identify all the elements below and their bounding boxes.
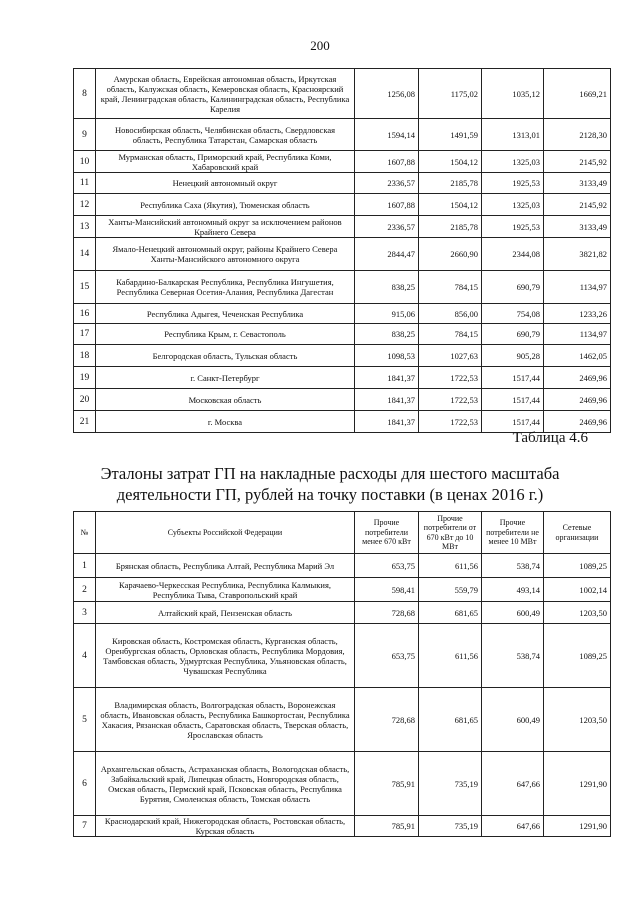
row-number: 11 [74, 173, 96, 194]
region-name: Краснодарский край, Нижегородская область, Ростовская область, Курская область [96, 816, 355, 837]
value-cell: 681,65 [419, 688, 482, 752]
row-number: 2 [74, 578, 96, 602]
region-name: Новосибирская область, Челябинская область, Свердловская область, Республика Татарстан, Самарская область [96, 119, 355, 151]
value-cell: 1925,53 [482, 216, 544, 238]
table-caption: Эталоны затрат ГП на накладные расходы для шестого масштаба деятельности ГП, рублей на точку поставки (в ценах 2016 г.) [100, 464, 560, 504]
row-number: 1 [74, 554, 96, 578]
value-cell: 1841,37 [355, 389, 419, 411]
value-cell: 905,28 [482, 345, 544, 367]
value-cell: 1841,37 [355, 411, 419, 433]
value-cell: 611,56 [419, 554, 482, 578]
value-cell: 915,06 [355, 304, 419, 324]
value-cell: 785,91 [355, 752, 419, 816]
value-cell: 1035,12 [482, 69, 544, 119]
region-name: Белгородская область, Тульская область [96, 345, 355, 367]
value-cell: 690,79 [482, 324, 544, 345]
value-cell: 1291,90 [544, 816, 611, 837]
value-cell: 2145,92 [544, 151, 611, 173]
value-cell: 2336,57 [355, 216, 419, 238]
region-name: Брянская область, Республика Алтай, Республика Марий Эл [96, 554, 355, 578]
row-number: 8 [74, 69, 96, 119]
value-cell: 1233,26 [544, 304, 611, 324]
header-cell: Прочие потребители от 670 кВт до 10 МВт [419, 512, 482, 554]
region-name: Алтайский край, Пензенская область [96, 602, 355, 624]
value-cell: 1517,44 [482, 367, 544, 389]
region-name: Владимирская область, Волгоградская область, Воронежская область, Ивановская область, Республика Башкортостан, Республика Хакасия, Рязанская область, Саратовская область, Тверская область, Ярославская область [96, 688, 355, 752]
value-cell: 784,15 [419, 271, 482, 304]
table-row [74, 324, 611, 345]
continued-table [73, 68, 611, 433]
value-cell: 690,79 [482, 271, 544, 304]
value-cell: 2128,30 [544, 119, 611, 151]
region-name: Республика Крым, г. Севастополь [96, 324, 355, 345]
region-name: г. Москва [96, 411, 355, 433]
value-cell: 838,25 [355, 324, 419, 345]
table-row [74, 238, 611, 271]
row-number: 6 [74, 752, 96, 816]
region-name: Кабардино-Балкарская Республика, Республика Ингушетия, Республика Северная Осетия-Алания, Республика Дагестан [96, 271, 355, 304]
table-row [74, 271, 611, 304]
row-number: 15 [74, 271, 96, 304]
value-cell: 1089,25 [544, 624, 611, 688]
value-cell: 681,65 [419, 602, 482, 624]
value-cell: 1722,53 [419, 411, 482, 433]
value-cell: 1313,01 [482, 119, 544, 151]
header-cell: Субъекты Российской Федерации [96, 512, 355, 554]
region-name: Кировская область, Костромская область, Курганская область, Оренбургская область, Орловская область, Республика Мордовия, Тамбовская область, Удмуртская Республика, Ульяновская область, Чувашская Республика [96, 624, 355, 688]
table-row [74, 624, 611, 688]
value-cell: 600,49 [482, 602, 544, 624]
value-cell: 1504,12 [419, 194, 482, 216]
region-name: Амурская область, Еврейская автономная область, Иркутская область, Калужская область, Кемеровская область, Красноярский край, Ленинградская область, Калининградская область, Республика Карелия [96, 69, 355, 119]
table-row [74, 602, 611, 624]
region-name: Мурманская область, Приморский край, Республика Коми, Хабаровский край [96, 151, 355, 173]
region-name: Ямало-Ненецкий автономный округ, районы Крайнего Севера Ханты-Мансийского автономного округа [96, 238, 355, 271]
value-cell: 493,14 [482, 578, 544, 602]
region-name: Ханты-Мансийский автономный округ за исключением районов Крайнего Севера [96, 216, 355, 238]
value-cell: 2336,57 [355, 173, 419, 194]
value-cell: 1134,97 [544, 271, 611, 304]
header-cell: Прочие потребители менее 670 кВт [355, 512, 419, 554]
row-number: 9 [74, 119, 96, 151]
row-number: 19 [74, 367, 96, 389]
row-number: 14 [74, 238, 96, 271]
row-number: 16 [74, 304, 96, 324]
table-row [74, 688, 611, 752]
table-row [74, 151, 611, 173]
region-name: Республика Адыгея, Чеченская Республика [96, 304, 355, 324]
value-cell: 754,08 [482, 304, 544, 324]
value-cell: 1002,14 [544, 578, 611, 602]
row-number: 21 [74, 411, 96, 433]
value-cell: 1722,53 [419, 389, 482, 411]
value-cell: 1462,05 [544, 345, 611, 367]
value-cell: 1325,03 [482, 151, 544, 173]
value-cell: 647,66 [482, 816, 544, 837]
value-cell: 1517,44 [482, 411, 544, 433]
table-row [74, 69, 611, 119]
value-cell: 559,79 [419, 578, 482, 602]
table-row [74, 554, 611, 578]
value-cell: 1607,88 [355, 151, 419, 173]
region-name: Карачаево-Черкесская Республика, Республика Калмыкия, Республика Тыва, Ставропольский край [96, 578, 355, 602]
row-number: 10 [74, 151, 96, 173]
value-cell: 1504,12 [419, 151, 482, 173]
value-cell: 735,19 [419, 752, 482, 816]
value-cell: 2145,92 [544, 194, 611, 216]
value-cell: 1256,08 [355, 69, 419, 119]
value-cell: 1203,50 [544, 688, 611, 752]
header-cell: № [74, 512, 96, 554]
value-cell: 1089,25 [544, 554, 611, 578]
value-cell: 1175,02 [419, 69, 482, 119]
value-cell: 647,66 [482, 752, 544, 816]
value-cell: 728,68 [355, 688, 419, 752]
region-name: Ненецкий автономный округ [96, 173, 355, 194]
row-number: 3 [74, 602, 96, 624]
table-row [74, 173, 611, 194]
value-cell: 785,91 [355, 816, 419, 837]
value-cell: 856,00 [419, 304, 482, 324]
row-number: 5 [74, 688, 96, 752]
value-cell: 1607,88 [355, 194, 419, 216]
row-number: 20 [74, 389, 96, 411]
value-cell: 600,49 [482, 688, 544, 752]
value-cell: 2344,08 [482, 238, 544, 271]
value-cell: 1027,63 [419, 345, 482, 367]
value-cell: 3821,82 [544, 238, 611, 271]
row-number: 17 [74, 324, 96, 345]
value-cell: 653,75 [355, 554, 419, 578]
value-cell: 538,74 [482, 624, 544, 688]
value-cell: 1722,53 [419, 367, 482, 389]
value-cell: 598,41 [355, 578, 419, 602]
value-cell: 2469,96 [544, 411, 611, 433]
row-number: 12 [74, 194, 96, 216]
header-cell: Прочие потребители не менее 10 МВт [482, 512, 544, 554]
value-cell: 3133,49 [544, 216, 611, 238]
header-cell: Сетевые организации [544, 512, 611, 554]
region-name: Республика Саха (Якутия), Тюменская область [96, 194, 355, 216]
value-cell: 2469,96 [544, 367, 611, 389]
table-row [74, 194, 611, 216]
value-cell: 728,68 [355, 602, 419, 624]
value-cell: 3133,49 [544, 173, 611, 194]
value-cell: 1203,50 [544, 602, 611, 624]
table-row [74, 345, 611, 367]
value-cell: 838,25 [355, 271, 419, 304]
value-cell: 735,19 [419, 816, 482, 837]
region-name: г. Санкт-Петербург [96, 367, 355, 389]
value-cell: 1925,53 [482, 173, 544, 194]
value-cell: 538,74 [482, 554, 544, 578]
table-row [74, 816, 611, 837]
value-cell: 1098,53 [355, 345, 419, 367]
value-cell: 1491,59 [419, 119, 482, 151]
table-label: Таблица 4.6 [512, 430, 588, 446]
table-row [74, 578, 611, 602]
table-row [74, 119, 611, 151]
value-cell: 1291,90 [544, 752, 611, 816]
row-number: 7 [74, 816, 96, 837]
value-cell: 1669,21 [544, 69, 611, 119]
overhead-costs-table [73, 511, 611, 837]
value-cell: 1325,03 [482, 194, 544, 216]
value-cell: 2185,78 [419, 173, 482, 194]
page-number: 200 [310, 38, 330, 53]
value-cell: 611,56 [419, 624, 482, 688]
value-cell: 653,75 [355, 624, 419, 688]
table-row [74, 304, 611, 324]
row-number: 18 [74, 345, 96, 367]
table-row [74, 389, 611, 411]
value-cell: 2660,90 [419, 238, 482, 271]
value-cell: 784,15 [419, 324, 482, 345]
region-name: Архангельская область, Астраханская область, Вологодская область, Забайкальский край, Липецкая область, Новгородская область, Омская область, Пермский край, Псковская область, Республика Бурятия, Смоленская область, Томская область [96, 752, 355, 816]
region-name: Московская область [96, 389, 355, 411]
value-cell: 1841,37 [355, 367, 419, 389]
row-number: 13 [74, 216, 96, 238]
table-row [74, 367, 611, 389]
value-cell: 2844,47 [355, 238, 419, 271]
header-row [74, 512, 611, 554]
value-cell: 1134,97 [544, 324, 611, 345]
table-row [74, 216, 611, 238]
value-cell: 1594,14 [355, 119, 419, 151]
value-cell: 2185,78 [419, 216, 482, 238]
row-number: 4 [74, 624, 96, 688]
table-row [74, 752, 611, 816]
value-cell: 1517,44 [482, 389, 544, 411]
value-cell: 2469,96 [544, 389, 611, 411]
